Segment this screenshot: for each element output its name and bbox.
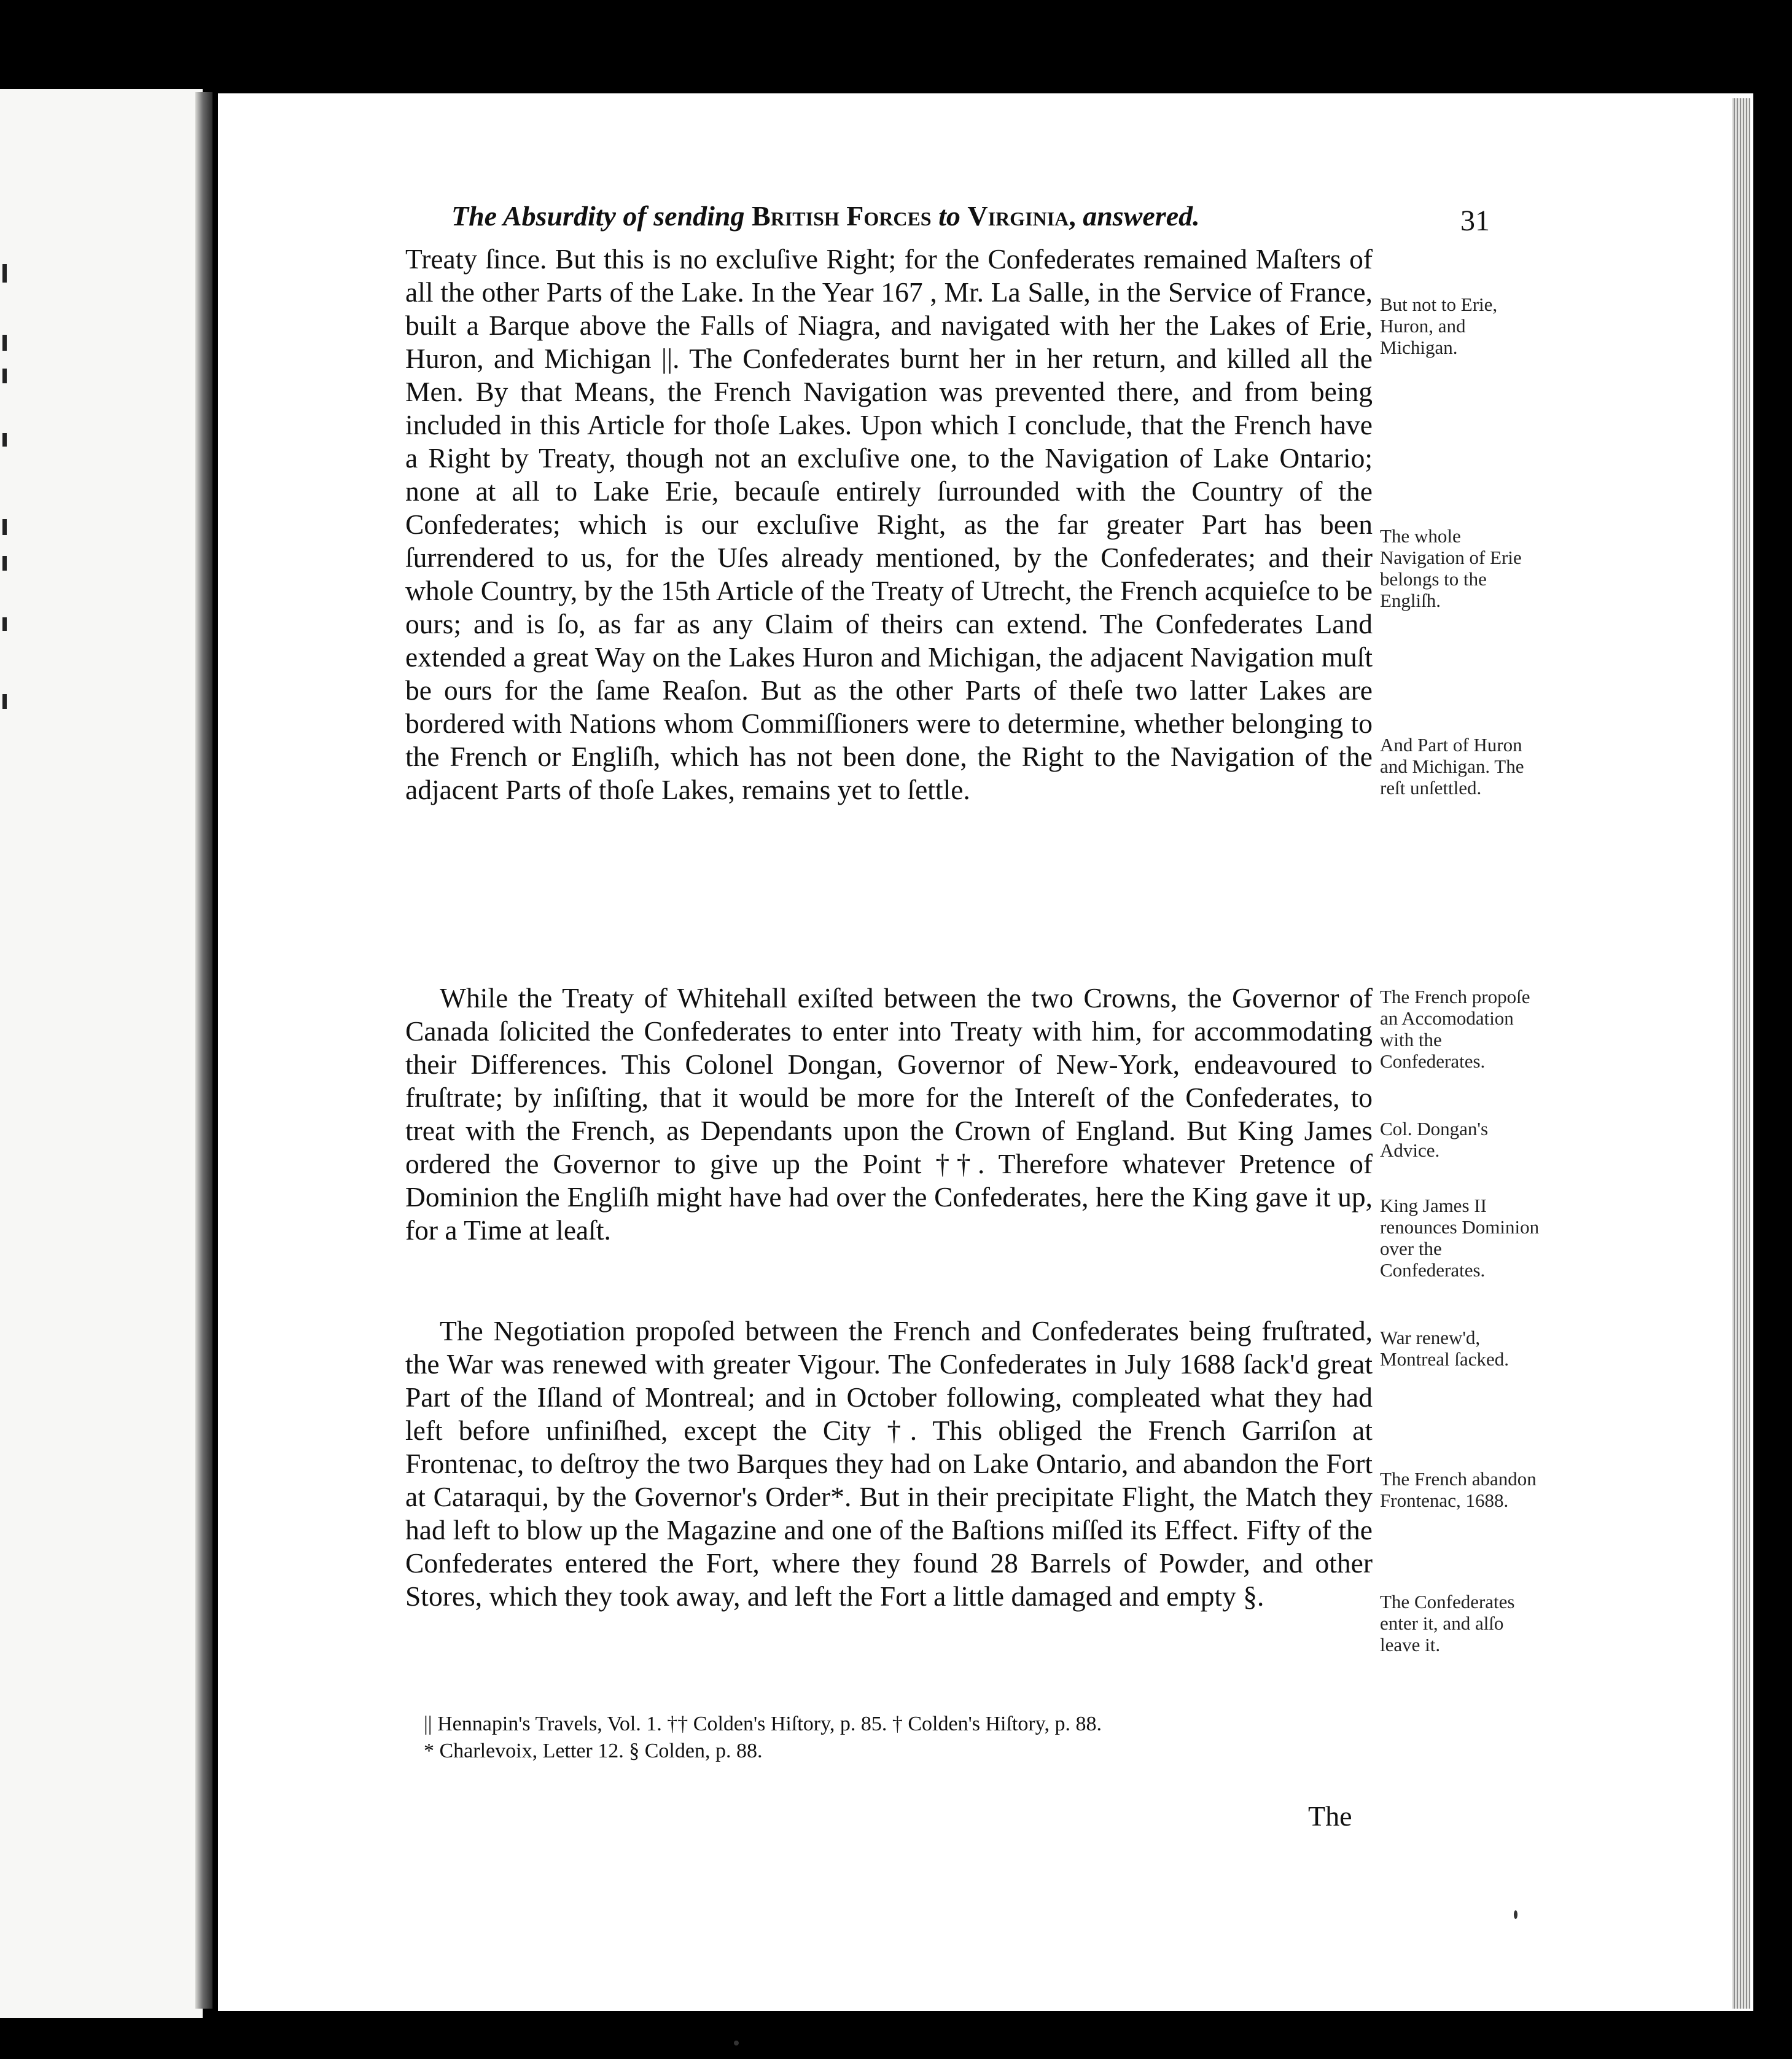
- running-head-suffix: answered.: [1083, 200, 1200, 232]
- bleed-mark: [2, 617, 7, 631]
- book-gutter: [195, 92, 212, 2009]
- footnotes: [424, 1711, 1388, 1765]
- running-head-caps: British Forces: [752, 200, 932, 232]
- page-number: 31: [1460, 205, 1490, 237]
- page-stack-edge: [1732, 98, 1750, 2009]
- paragraph-3: The Negotiation propoſed between the French and Confederates being fruſtrated, the War was renewed with greater Vigour. The Confederates in July 1688 ſack'd great Part of the Iſland of Montreal; and in October following, compleated what they had left before unfiniſhed, except the City †. This obliged the French Garriſon at Frontenac, to deſtroy the two Barques they had on Lake Ontario, and abandon the Fort at Cataraqui, by the Governor's Order*. But in their precipitate Flight, the Match they had left to blow up the Magazine and one of the Baſtions miſſed its Effect. Fifty of the Confederates entered the Fort, where they found 28 Barrels of Powder, and other Stores, which they took away, and left the Fort a little damaged and empty §.: [405, 1315, 1373, 1612]
- bleed-mark: [2, 335, 7, 351]
- bleed-mark: [2, 369, 7, 383]
- running-head: [451, 200, 1200, 232]
- catchword: The: [1308, 1800, 1352, 1832]
- bleed-mark: [2, 264, 7, 283]
- margin-note: The whole Navigation of Erie belongs to the Engliſh.: [1380, 525, 1522, 611]
- running-head-caps: Virginia,: [967, 200, 1076, 232]
- body-paragraph: [405, 243, 1373, 807]
- running-head-prefix: The Absurdity of sending: [451, 200, 745, 232]
- margin-note: But not to Erie, Huron, and Michigan.: [1380, 294, 1498, 358]
- body-paragraph: [405, 982, 1373, 1247]
- margin-note: The Confederates enter it, and alſo leave it.: [1380, 1591, 1515, 1655]
- margin-note: And Part of Huron and Michigan. The reſt unſettled.: [1380, 734, 1524, 799]
- paragraph-2: While the Treaty of Whitehall exiſted between the two Crowns, the Governor of Canada ſolicited the Confederates to enter into Treaty with him, for accommodating their Differences. This Colonel Dongan, Governor of New-York, endeavoured to fruſtrate; by inſiſting, that it would be more for the Intereſt of the Confederates, to treat with the French, as Dependants upon the Crown of England. But King James ordered the Governor to give up the Point ††. Therefore whatever Pretence of Dominion the Engliſh might have had over the Confederates, here the King gave it up, for a Time at leaſt.: [405, 982, 1373, 1246]
- bleed-mark: [2, 694, 7, 709]
- margin-note: The French propoſe an Accomodation with the Confederates.: [1380, 986, 1530, 1072]
- margin-note: Col. Dongan's Advice.: [1380, 1118, 1489, 1161]
- footnote-line: || Hennapin's Travels, Vol. 1. †† Colden's Hiſtory, p. 85. † Colden's Hiſtory, p. 88.: [424, 1713, 1102, 1735]
- bleed-mark: [2, 433, 7, 447]
- margin-note: King James II renounces Dominion over the Confederates.: [1380, 1195, 1540, 1281]
- facing-page-left: [0, 89, 203, 2018]
- paragraph-1: Treaty ſince. But this is no excluſive Right; for the Confederates remained Maſters of all the other Parts of the Lake. In the Year 167 , Mr. La Salle, in the Service of France, built a Barque above the Falls of Niagra, and navigated with her the Lakes of Erie, Huron, and Michigan ||. The Confederates burnt her in her return, and killed all the Men. By that Means, the French Navigation was prevented there, and from being included in this Article for thoſe Lakes. Upon which I conclude, that the French have a Right by Treaty, though not an excluſive one, to the Navigation of Lake Ontario; none at all to Lake Erie, becauſe entirely ſurrounded with the Country of the Confederates; which is our excluſive Right, as the far greater Part has been ſurrendered to us, for the Uſes already mentioned, by the Confederates; and their whole Country, by the 15th Article of the Treaty of Utrecht, the French acquieſce to be ours; and is ſo, as far as any Claim of theirs can extend. The Confederates Land extended a great Way on the Lakes Huron and Michigan, the adjacent Navigation muſt be ours for the ſame Reaſon. But as the other Parts of theſe two latter Lakes are bordered with Nations whom Commiſſioners were to determine, whether belonging to the French or Engliſh, which has not been done, the Right to the Navigation of the adjacent Parts of thoſe Lakes, remains yet to ſettle.: [405, 243, 1373, 805]
- bleed-mark: [2, 556, 7, 571]
- ink-speck: [1514, 1910, 1517, 1919]
- margin-note: The French abandon Frontenac, 1688.: [1380, 1468, 1537, 1511]
- ink-speck: [734, 2041, 739, 2045]
- margin-note: War renew'd, Montreal ſacked.: [1380, 1327, 1510, 1370]
- bleed-mark: [2, 519, 7, 535]
- running-head-mid: to: [938, 200, 960, 232]
- footnote-line: * Charlevoix, Letter 12. § Colden, p. 88.: [424, 1740, 763, 1762]
- body-paragraph: [405, 1315, 1373, 1613]
